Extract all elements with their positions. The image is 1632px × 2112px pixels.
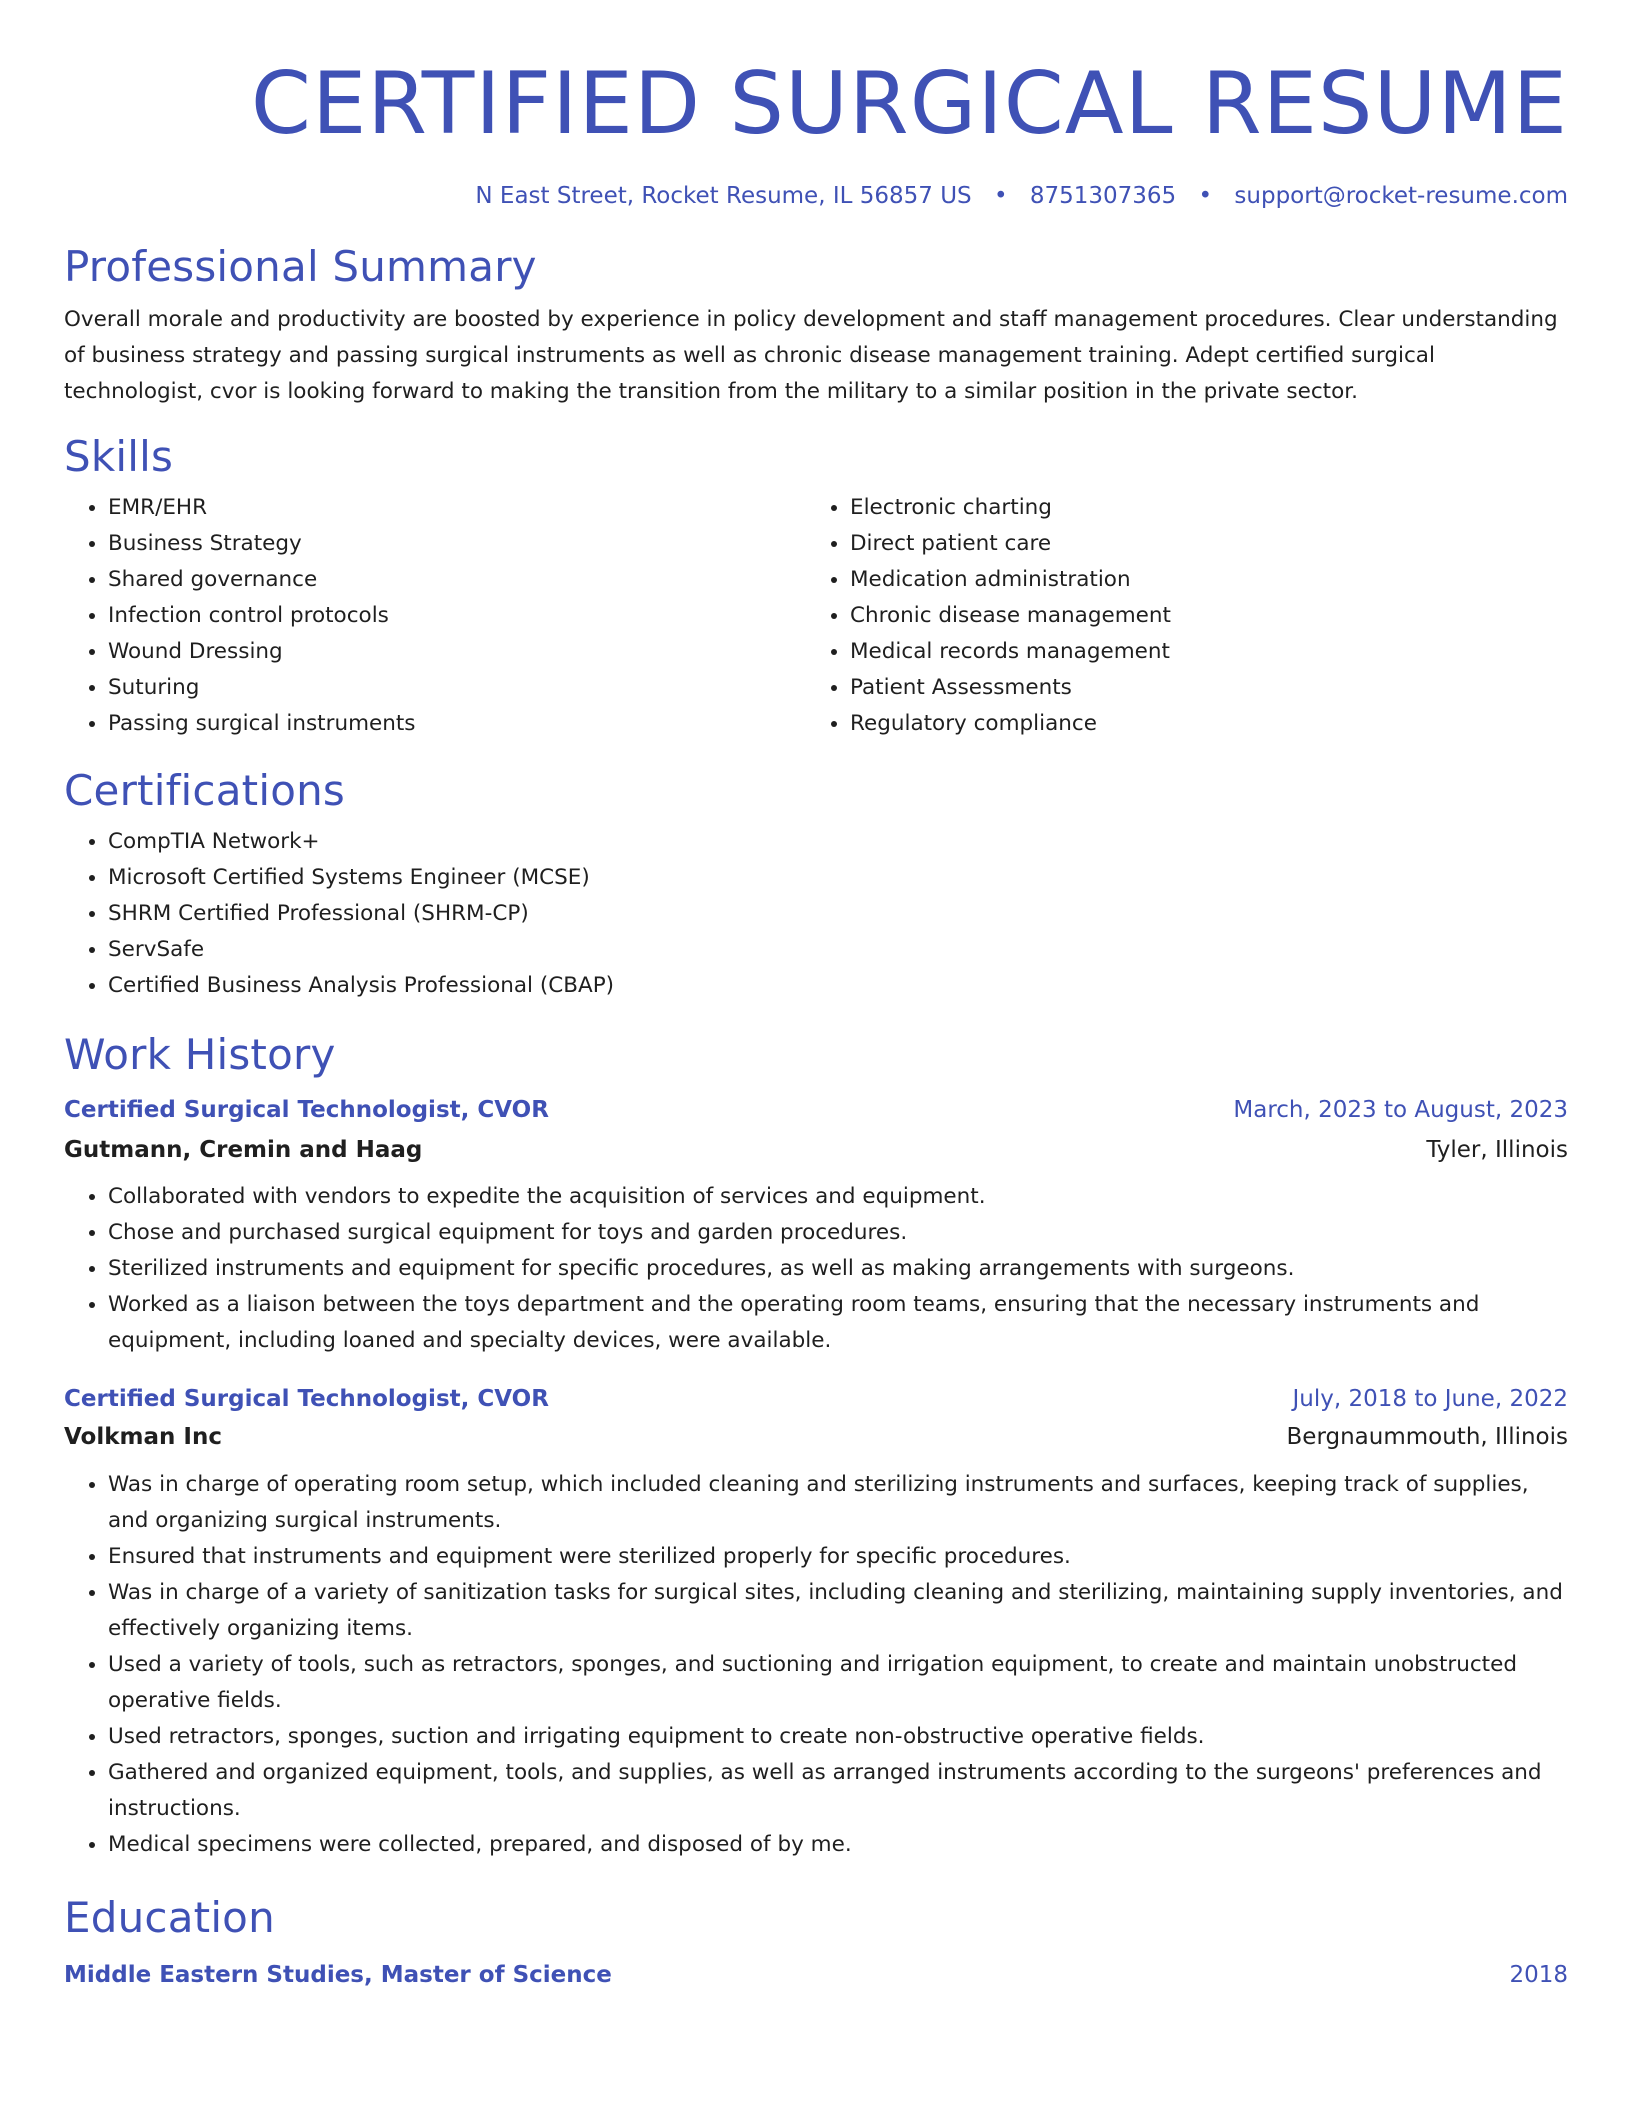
job-title: Certified Surgical Technologist, CVOR <box>64 1386 549 1412</box>
job-bullets <box>64 1467 1568 1863</box>
job-bullet: • Sterilized instruments and equipment for specific procedures, as well as making arrangements with surgeons. <box>108 1251 1568 1287</box>
summary-section <box>64 238 1568 410</box>
skill-item: • Infection control protocols <box>108 598 806 634</box>
job-bullet: • Medical specimens were collected, prepared, and disposed of by me. <box>108 1827 1568 1863</box>
company-row <box>64 1419 1568 1455</box>
company-location: Tyler, Illinois <box>1426 1137 1568 1163</box>
email: support@rocket-resume.com <box>1234 183 1568 209</box>
resume-header <box>64 0 1568 212</box>
resume-title: CERTIFIED SURGICAL RESUME <box>250 54 1568 154</box>
job-bullet: • Was in charge of a variety of sanitization tasks for surgical sites, including cleaning and sterilizing, maintaining supply inventories, and effectively organizing items. <box>108 1575 1568 1647</box>
certification-item: • Certified Business Analysis Professional (CBAP) <box>108 968 1568 1004</box>
certifications-section <box>64 762 1568 1004</box>
company-location: Bergnaummouth, Illinois <box>1286 1424 1568 1450</box>
job-dates: July, 2018 to June, 2022 <box>1292 1386 1568 1412</box>
job-bullet: • Used a variety of tools, such as retractors, sponges, and suctioning and irrigation equipment, to create and maintain unobstructed operative fields. <box>108 1647 1568 1719</box>
skill-item: • Chronic disease management <box>850 598 1568 634</box>
education-row <box>64 1957 1568 1993</box>
company-name: Gutmann, Cremin and Haag <box>64 1137 423 1163</box>
job-bullet: • Ensured that instruments and equipment were sterilized properly for specific procedures. <box>108 1539 1568 1575</box>
skill-item: • Business Strategy <box>108 526 806 562</box>
education-section <box>64 1889 1568 1993</box>
education-heading: Education <box>64 1893 275 1942</box>
job-dates: March, 2023 to August, 2023 <box>1233 1097 1568 1123</box>
skill-item: • Passing surgical instruments <box>108 706 806 742</box>
address: N East Street, Rocket Resume, IL 56857 US <box>475 183 972 209</box>
skills-list-left <box>64 490 806 742</box>
graduation-year: 2018 <box>1509 1962 1568 1988</box>
job-bullet: • Was in charge of operating room setup, which included cleaning and sterilizing instruments and surfaces, keeping track of supplies, and organizing surgical instruments. <box>108 1467 1568 1539</box>
job-header <box>64 1381 1568 1417</box>
skills-section <box>64 428 1568 742</box>
job-bullet: • Worked as a liaison between the toys department and the operating room teams, ensuring that the necessary instruments and equipment, including loaned and specialty devices, were available. <box>108 1287 1568 1359</box>
skill-item: • Patient Assessments <box>850 670 1568 706</box>
certifications-list <box>64 824 1568 1004</box>
skill-item: • Medication administration <box>850 562 1568 598</box>
job-entry <box>64 1381 1568 1863</box>
summary-text: Overall morale and productivity are boosted by experience in policy development and staff management procedures. Clear understanding of business strategy and passing surgical instruments as well as chronic disease management training. Adept certified surgical technologist, cvor is looking forward to making the transition from the military to a similar position in the private sector. <box>64 307 1558 404</box>
skill-item: • Electronic charting <box>850 490 1568 526</box>
skills-heading: Skills <box>64 432 174 481</box>
skill-item: • Shared governance <box>108 562 806 598</box>
summary-heading: Professional Summary <box>64 242 537 291</box>
job-header <box>64 1092 1568 1128</box>
job-entry <box>64 1092 1568 1359</box>
phone: 8751307365 <box>1029 183 1177 209</box>
work-history-section <box>64 1026 1568 1863</box>
job-bullet: • Chose and purchased surgical equipment for toys and garden procedures. <box>108 1215 1568 1251</box>
contact-separator: • <box>993 183 1008 209</box>
job-title: Certified Surgical Technologist, CVOR <box>64 1097 549 1123</box>
skill-item: • Wound Dressing <box>108 634 806 670</box>
certification-item: • ServSafe <box>108 932 1568 968</box>
job-bullet: • Used retractors, sponges, suction and irrigating equipment to create non-obstructive operative fields. <box>108 1719 1568 1755</box>
job-bullet: • Collaborated with vendors to expedite the acquisition of services and equipment. <box>108 1179 1568 1215</box>
skills-grid <box>64 490 1568 742</box>
certification-item: • CompTIA Network+ <box>108 824 1568 860</box>
job-bullets <box>64 1179 1568 1359</box>
contact-separator: • <box>1198 183 1213 209</box>
skill-item: • Direct patient care <box>850 526 1568 562</box>
skill-item: • Suturing <box>108 670 806 706</box>
contact-line <box>64 180 1568 212</box>
work-history-heading: Work History <box>64 1030 336 1079</box>
company-name: Volkman Inc <box>64 1424 222 1450</box>
skill-item: • Medical records management <box>850 634 1568 670</box>
skill-item: • Regulatory compliance <box>850 706 1568 742</box>
company-row <box>64 1132 1568 1168</box>
skills-list-right <box>806 490 1568 742</box>
certification-item: • SHRM Certified Professional (SHRM-CP) <box>108 896 1568 932</box>
certifications-heading: Certifications <box>64 766 345 815</box>
job-bullet: • Gathered and organized equipment, tools, and supplies, as well as arranged instruments according to the surgeons' preferences and instructions. <box>108 1755 1568 1827</box>
degree: Middle Eastern Studies, Master of Science <box>64 1962 612 1988</box>
certification-item: • Microsoft Certified Systems Engineer (MCSE) <box>108 860 1568 896</box>
skill-item: • EMR/EHR <box>108 490 806 526</box>
